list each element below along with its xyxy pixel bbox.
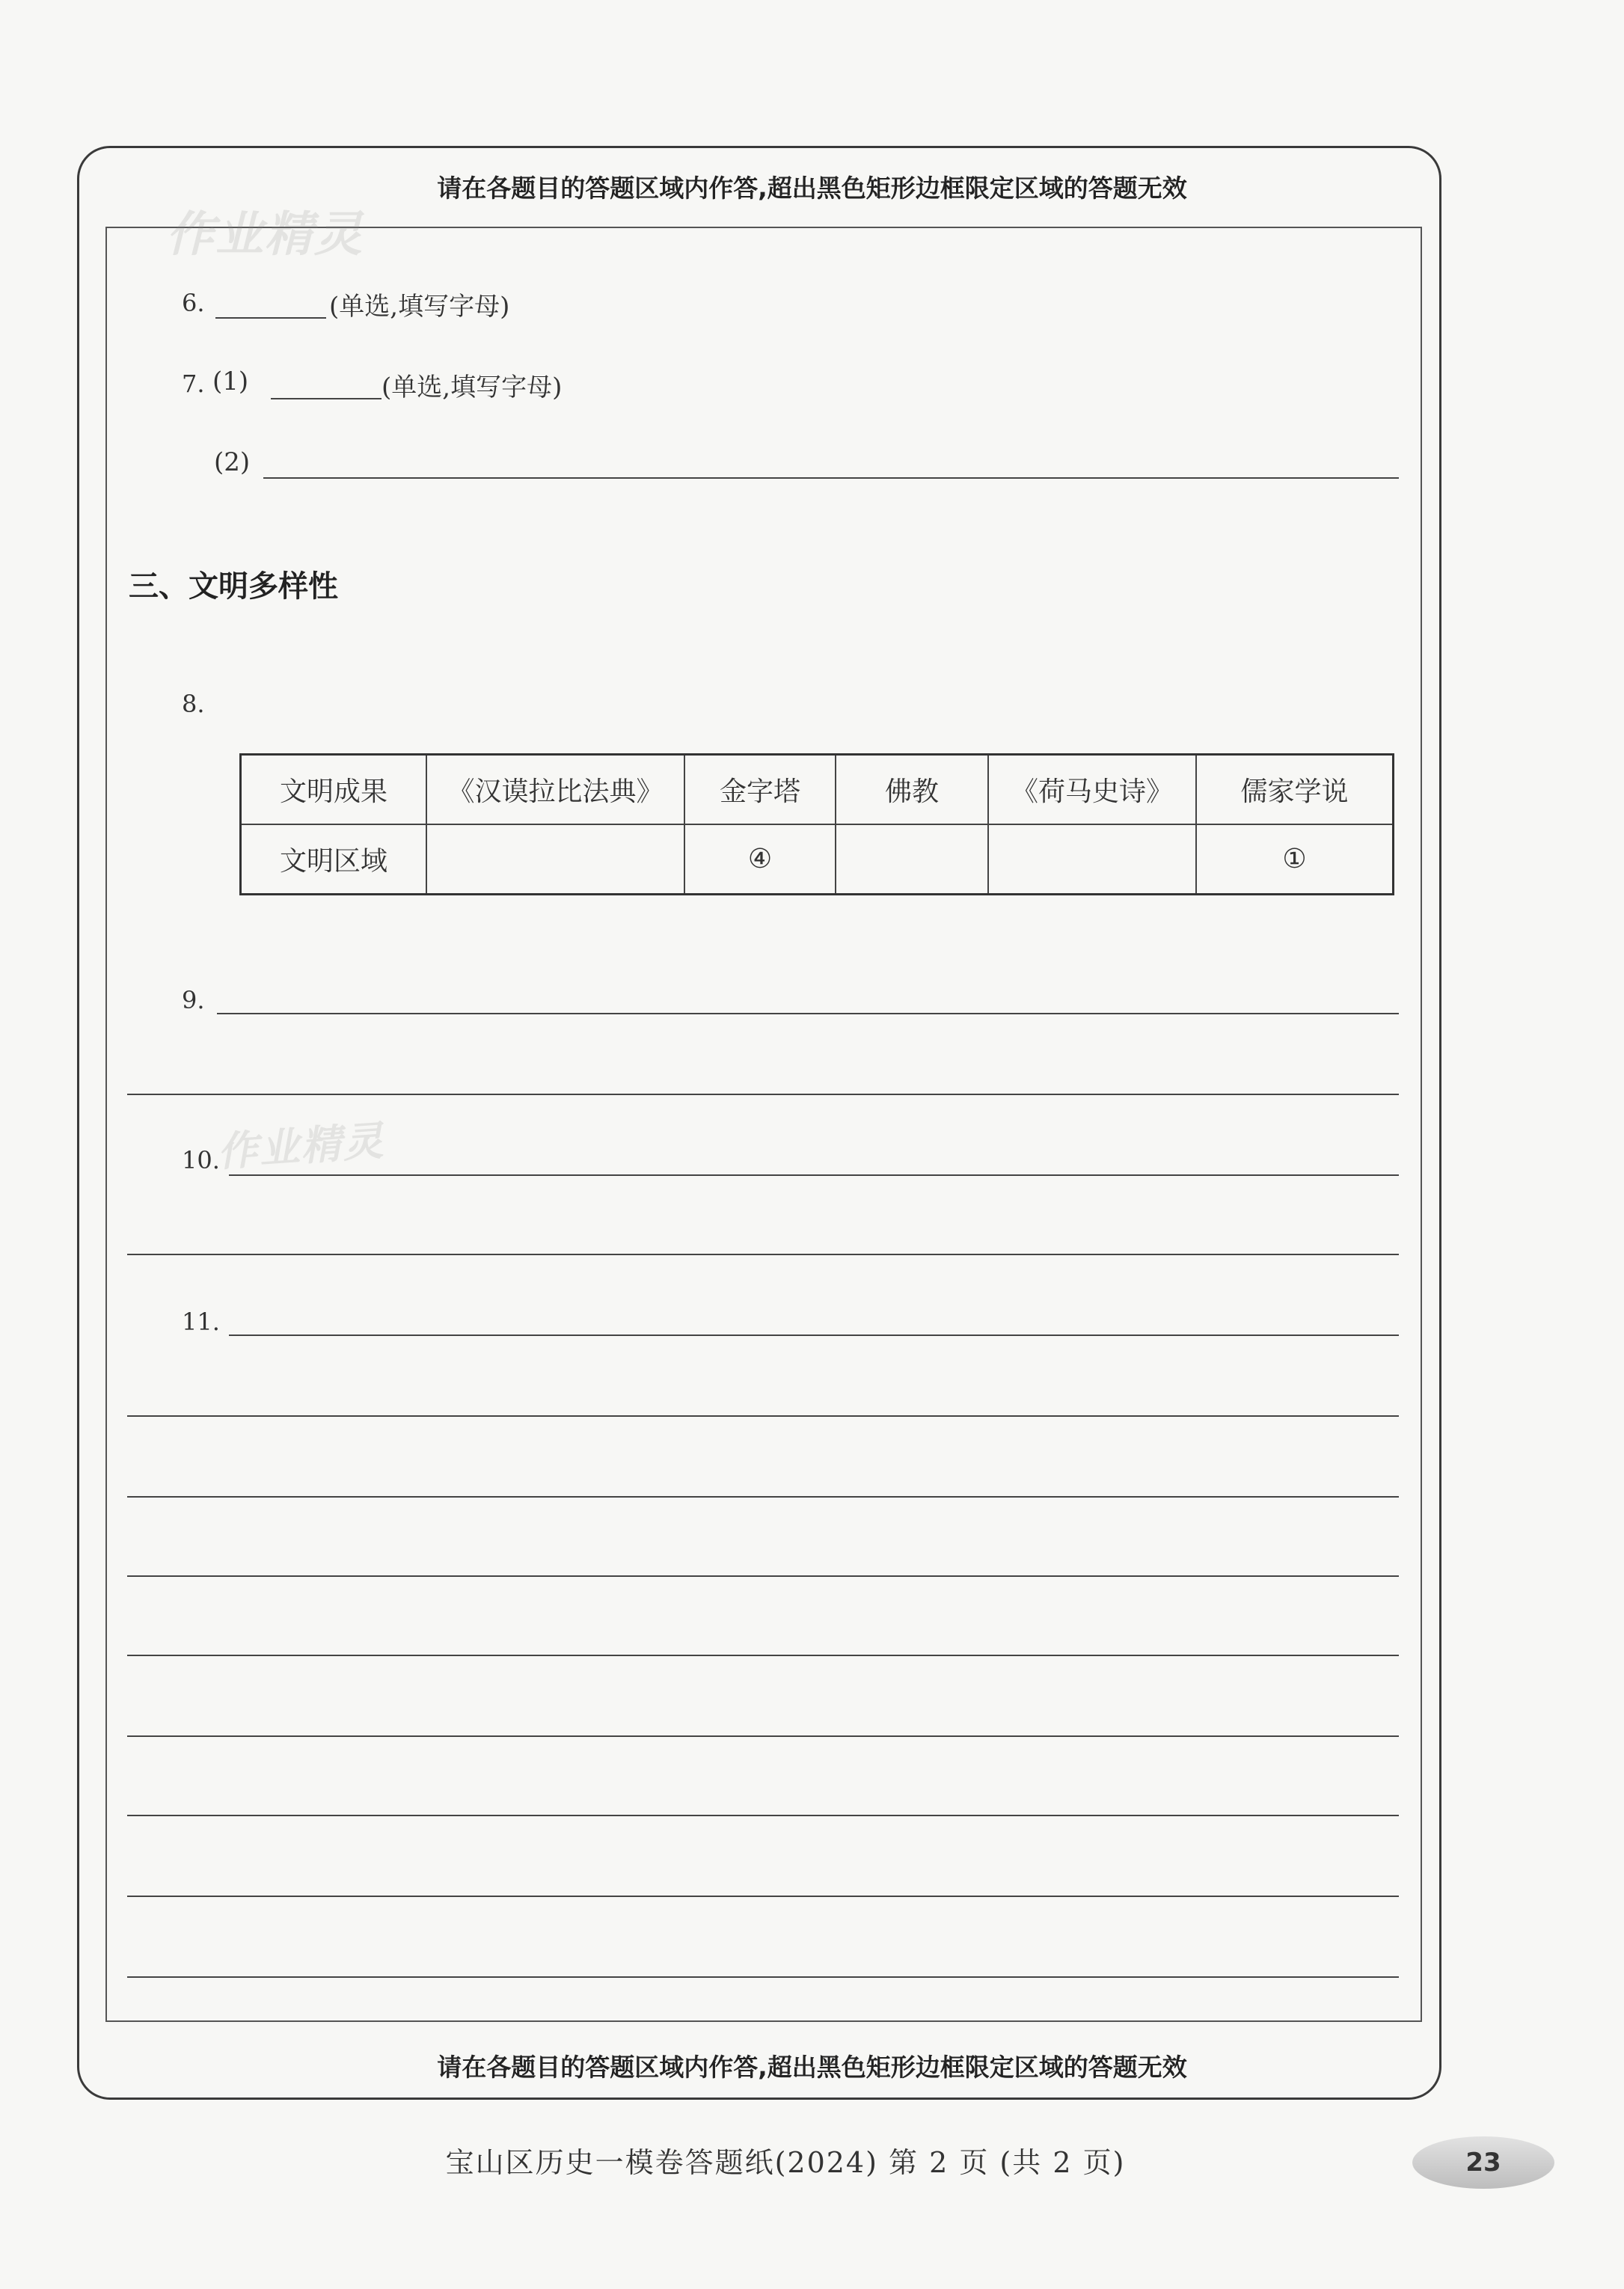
table-cell: 《汉谟拉比法典》 [426, 755, 684, 825]
answer-line[interactable] [127, 1655, 1399, 1656]
table-cell: 文明成果 [241, 755, 427, 825]
answer-blank[interactable] [271, 398, 382, 399]
table-cell: 文明区域 [241, 824, 427, 895]
bottom-notice: 请在各题目的答题区域内作答,超出黑色矩形边框限定区域的答题无效 [437, 2053, 1187, 2082]
watermark-logo: 作业精灵 [215, 1117, 387, 1176]
answer-line[interactable] [127, 1575, 1399, 1577]
answer-line[interactable] [127, 1735, 1399, 1737]
question-number: 8. [182, 690, 205, 718]
answer-line[interactable] [127, 1815, 1399, 1816]
table-cell: 佛教 [836, 755, 988, 825]
page-footer: 宝山区历史一模卷答题纸(2024) 第 2 页 (共 2 页) [445, 2146, 1126, 2179]
question-number: 11. [182, 1308, 220, 1336]
question-hint: (单选,填写字母) [329, 292, 510, 322]
answer-line[interactable] [229, 1174, 1399, 1176]
watermark-logo: 作业精灵 [166, 207, 364, 263]
page-number-badge: 23 [1412, 2136, 1554, 2189]
answer-line[interactable] [217, 1013, 1399, 1014]
answer-line[interactable] [229, 1335, 1399, 1336]
table-row [241, 824, 1394, 895]
table-cell: 儒家学说 [1196, 755, 1394, 825]
section-title: 三、文明多样性 [129, 569, 338, 604]
table-cell: ④ [684, 824, 836, 895]
answer-line[interactable] [127, 1254, 1399, 1255]
table-cell[interactable] [988, 824, 1196, 895]
question-hint: (单选,填写字母) [382, 373, 563, 402]
table-cell[interactable] [836, 824, 988, 895]
question-number: 9. [182, 986, 205, 1014]
question-number: 10. [182, 1146, 220, 1174]
civilization-table [239, 753, 1394, 895]
top-notice: 请在各题目的答题区域内作答,超出黑色矩形边框限定区域的答题无效 [437, 174, 1187, 203]
answer-line[interactable] [127, 1496, 1399, 1498]
sub-question-label: (1) [212, 367, 249, 396]
sub-question-label: (2) [214, 447, 251, 477]
answer-blank[interactable] [215, 317, 326, 319]
table-cell[interactable] [426, 824, 684, 895]
table-cell: 金字塔 [684, 755, 836, 825]
question-number: 7. [182, 370, 205, 398]
table-cell: ① [1196, 824, 1394, 895]
answer-line[interactable] [127, 1896, 1399, 1897]
table-cell: 《荷马史诗》 [988, 755, 1196, 825]
answer-line[interactable] [127, 1415, 1399, 1417]
table-row [241, 755, 1394, 825]
answer-line[interactable] [127, 1976, 1399, 1978]
answer-line[interactable] [263, 477, 1399, 479]
question-number: 6. [182, 289, 205, 317]
answer-line[interactable] [127, 1094, 1399, 1095]
